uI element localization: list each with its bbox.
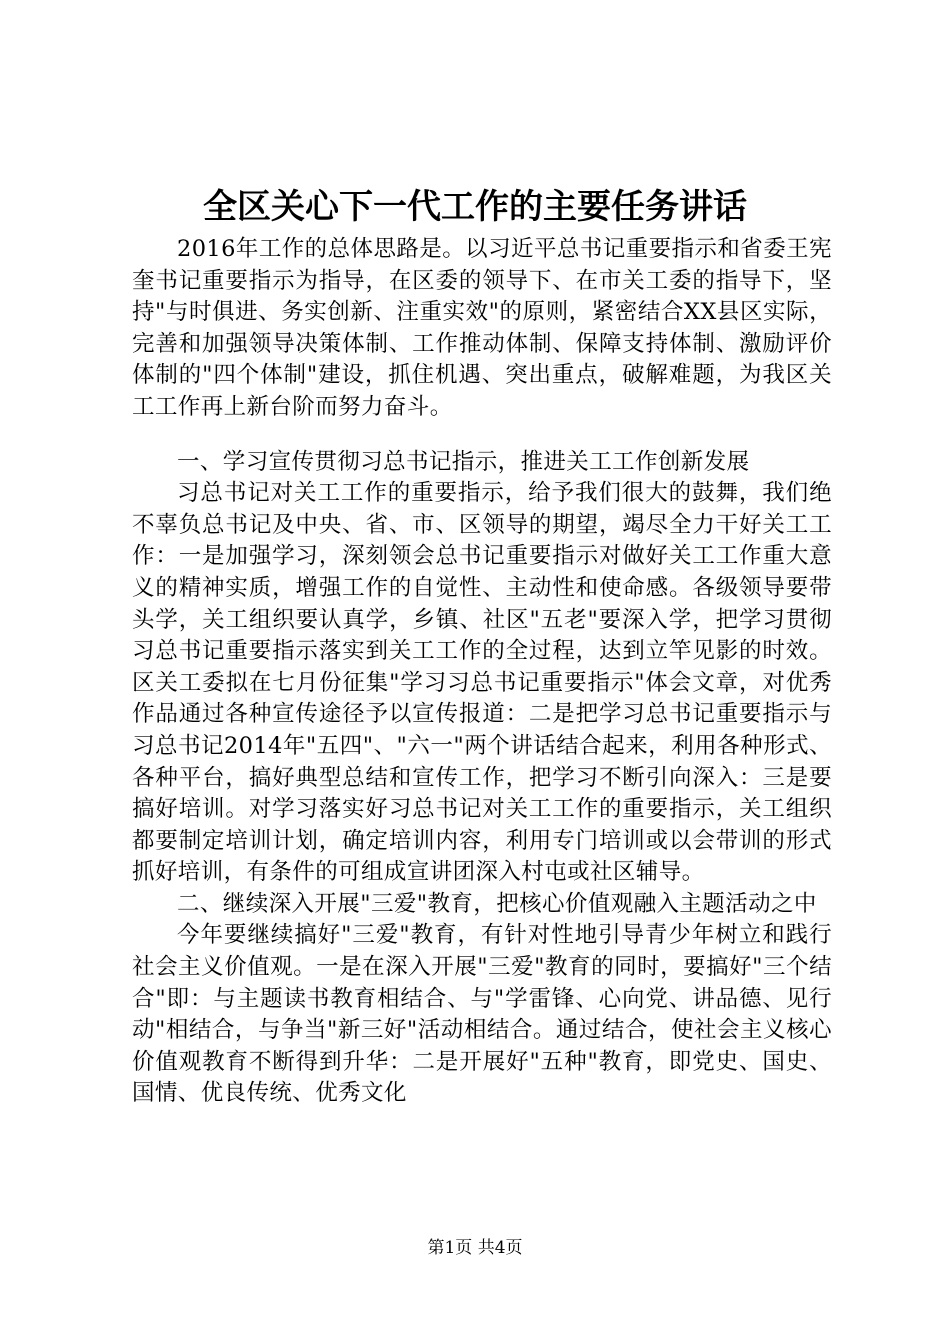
paragraph-section-1: 习总书记对关工工作的重要指示，给予我们很大的鼓舞，我们绝不辜负总书记及中央、省、市、区领导的期望，竭尽全力干好关工工作：一是加强学习，深刻领会总书记重要指示对做好关工工作重大意义的精神实质，增强工作的自觉性、主动性和使命感。各级领导要带头学，关工组织要认真学，乡镇、社区"五老"要深入学，把学习贯彻习总书记重要指示落实到关工工作的全过程，达到立竿见影的时效。区关工委拟在七月份征集"学习习总书记重要指示"体会文章，对优秀作品通过各种宣传途径予以宣传报道：二是把学习总书记重要指示与习总书记2014年"五四"、"六一"两个讲话结合起来，利用各种形式、各种平台，搞好典型总结和宣传工作，把学习不断引向深入：三是要搞好培训。对学习落实好习总书记对关工工作的重要指示，关工组织都要制定培训计划，确定培训内容，利用专门培训或以会带训的形式抓好培训，有条件的可组成宣讲团深入村屯或社区辅导。 bbox=[132, 480, 832, 886]
section-heading-2: 二、继续深入开展"三爱"教育，把核心价值观融入主题活动之中 bbox=[177, 890, 817, 917]
paragraph-section-2: 今年要继续搞好"三爱"教育，有针对性地引导青少年树立和践行社会主义价值观。一是在深入开展"三爱"教育的同时，要搞好"三个结合"即：与主题读书教育相结合、与"学雷锋、心向党、讲品德、见行动"相结合，与争当"新三好"活动相结合。通过结合，使社会主义核心价值观教育不断得到升华：二是开展好"五种"教育，即党史、国史、国情、优良传统、优秀文化 bbox=[132, 922, 832, 1107]
section-heading-1: 一、学习宣传贯彻习总书记指示，推进关工工作创新发展 bbox=[177, 448, 750, 475]
page-number-footer: 第1页 共4页 bbox=[427, 1238, 523, 1258]
paragraph-overview: 2016年工作的总体思路是。以习近平总书记重要指示和省委王宪奎书记重要指示为指导，在区委的领导下、在市关工委的指导下，坚持"与时俱进、务实创新、注重实效"的原则，紧密结合XX县区实际，完善和加强领导决策体制、工作推动体制、保障支持体制、激励评价体制的"四个体制"建设，抓住机遇、突出重点，破解难题，为我区关工工作再上新台阶而努力奋斗。 bbox=[132, 236, 832, 420]
document-title: 全区关心下一代工作的主要任务讲话 bbox=[203, 187, 747, 227]
document-body bbox=[132, 234, 832, 1110]
